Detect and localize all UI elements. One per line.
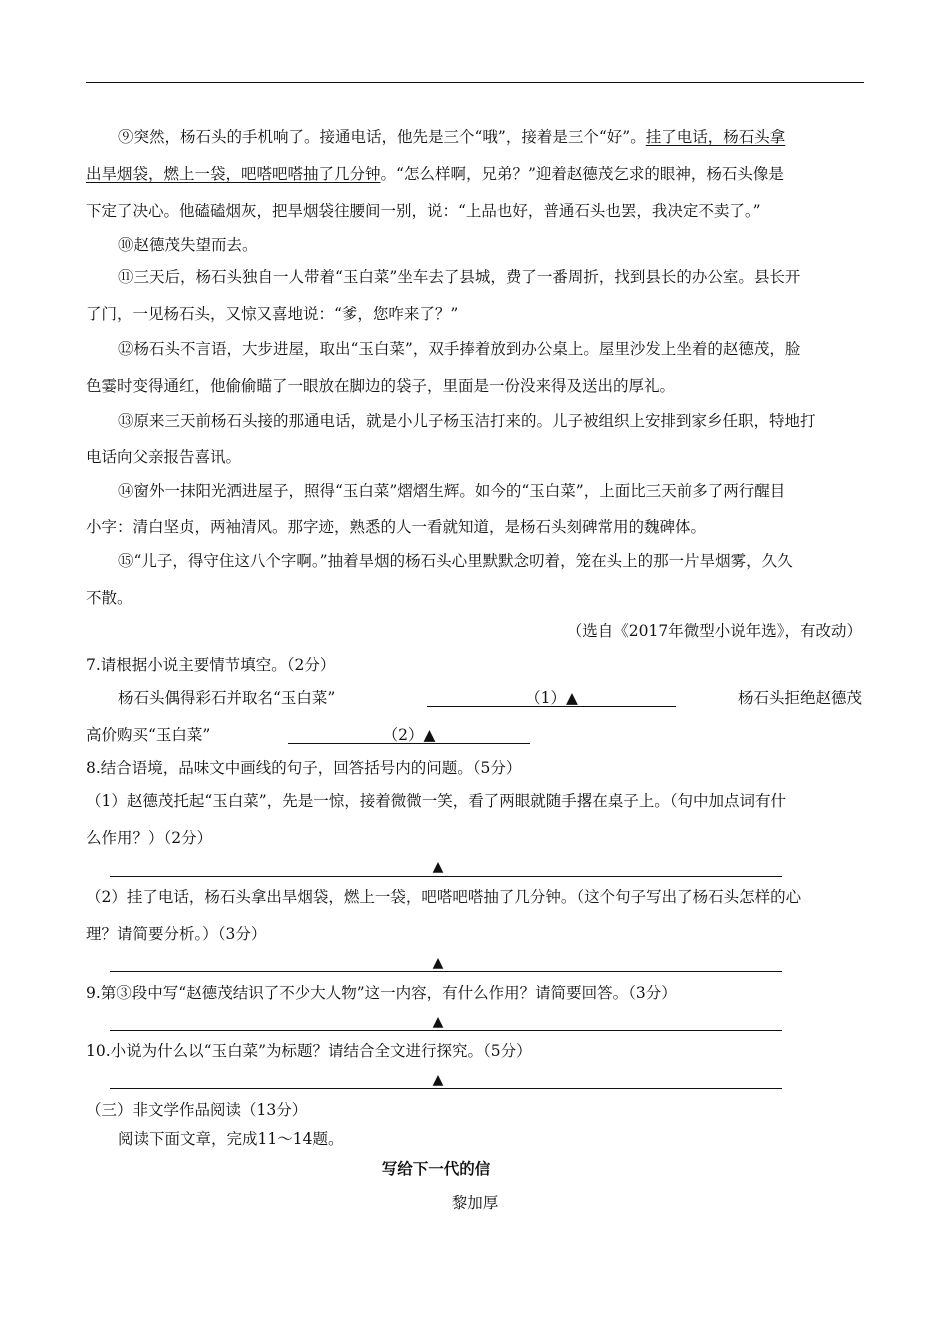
q7-plot-end-b: 高价购买“玉白菜” [86, 726, 211, 744]
section-3-heading: （三）非文学作品阅读（13分） [86, 1101, 308, 1119]
article-title: 写给下一代的信 [381, 1160, 491, 1178]
q8-sub1-line-2: 么作用？）（2分） [86, 829, 213, 847]
q8-sub2-line-2: 理？请简要分析。）（3分） [86, 925, 267, 943]
para-12-line-1: ⑫杨石头不言语，大步进屋，取出“玉白菜”，双手捧着放到办公桌上。屋里沙发上坐着的赵德茂，脸 [118, 340, 801, 358]
q8-sub1-line-1: （1）赵德茂托起“玉白菜”，先是一惊，接着微微一笑，看了两眼就随手撂在桌子上。（句中加点词有什 [86, 792, 786, 810]
q8-sub2-answer-mark: ▲ [432, 955, 444, 971]
q7-plot-start: 杨石头偶得彩石并取名“玉白菜” [118, 689, 336, 707]
q7-stem: 7.请根据小说主要情节填空。（2分） [86, 656, 336, 674]
para-15-line-1: ⑮“儿子，得守住这八个字啊。”抽着旱烟的杨石头心里默默念叨着，笼在头上的那一片旱烟雾，久久 [118, 552, 793, 570]
q9-answer-line[interactable] [110, 1030, 782, 1031]
para-9-line-3: 下定了决心。他磕磕烟灰，把旱烟袋往腰间一别，说：“上品也好，普通石头也罢，我决定不卖了。” [86, 202, 761, 220]
header-rule [86, 82, 864, 83]
q9-stem: 9.第③段中写“赵德茂结识了不少大人物”这一内容，有什么作用？请简要回答。（3分） [86, 984, 677, 1002]
para-11-line-2: 了门，一见杨石头，又惊又喜地说：“爹，您咋来了？” [86, 305, 459, 323]
para-14-line-1: ⑭窗外一抹阳光洒进屋子，照得“玉白菜”熠熠生辉。如今的“玉白菜”，上面比三天前多了两行醒目 [118, 482, 786, 500]
q8-sub2-answer-line[interactable] [110, 971, 782, 972]
q7-plot-end-a: 杨石头拒绝赵德茂 [737, 689, 862, 707]
article-author: 黎加厚 [451, 1194, 499, 1212]
q8-sub2-line-1: （2）挂了电话，杨石头拿出旱烟袋，燃上一袋，吧嗒吧嗒抽了几分钟。（这个句子写出了杨石头怎样的心 [86, 888, 802, 906]
q8-sub1-answer-mark: ▲ [432, 859, 444, 875]
q9-answer-mark: ▲ [432, 1014, 444, 1030]
q7-blank-2-label: （2）▲ [382, 726, 436, 744]
para-9-line-2: 出旱烟袋，燃上一袋，吧嗒吧嗒抽了几分钟。“怎么样啊，兄弟？”迎着赵德茂乞求的眼神，杨石头像是 [86, 165, 784, 183]
para-13-line-2: 电话向父亲报告喜讯。 [86, 448, 242, 466]
para-13-line-1: ⑬原来三天前杨石头接的那通电话，就是小儿子杨玉洁打来的。儿子被组织上安排到家乡任职，特地打 [118, 412, 816, 430]
q7-blank-1-label: （1）▲ [525, 689, 578, 707]
para-15-line-2: 不散。 [86, 589, 133, 607]
underlined-sentence: 挂了电话，杨石头拿 [645, 128, 786, 146]
para-9-line-1: ⑨突然，杨石头的手机响了。接通电话，他先是三个“哦”，接着是三个“好”。挂了电话，杨石头拿 [118, 128, 786, 146]
q10-answer-line[interactable] [110, 1088, 782, 1089]
q8-sub1-answer-line[interactable] [110, 876, 782, 877]
q8-stem: 8.结合语境，品味文中画线的句子，回答括号内的问题。（5分） [86, 759, 522, 777]
underlined-sentence-cont: 出旱烟袋，燃上一袋，吧嗒吧嗒抽了几分钟 [86, 165, 381, 183]
para-12-line-2: 色霎时变得通红，他偷偷瞄了一眼放在脚边的袋子，里面是一份没来得及送出的厚礼。 [86, 377, 676, 395]
section-3-instruction: 阅读下面文章，完成11～14题。 [118, 1130, 344, 1148]
para-11-line-1: ⑪三天后，杨石头独自一人带着“玉白菜”坐车去了县城，费了一番周折，找到县长的办公室。县长开 [118, 268, 801, 286]
para-10: ⑩赵德茂失望而去。 [118, 236, 258, 254]
q10-answer-mark: ▲ [432, 1072, 444, 1088]
q10-stem: 10.小说为什么以“玉白菜”为标题？请结合全文进行探究。（5分） [86, 1042, 532, 1060]
para-14-line-2: 小字：清白坚贞，两袖清风。那字迹，熟悉的人一看就知道，是杨石头刻碑常用的魏碑体。 [86, 518, 707, 536]
source-citation: （选自《2017年微型小说年选》，有改动） [566, 622, 862, 640]
